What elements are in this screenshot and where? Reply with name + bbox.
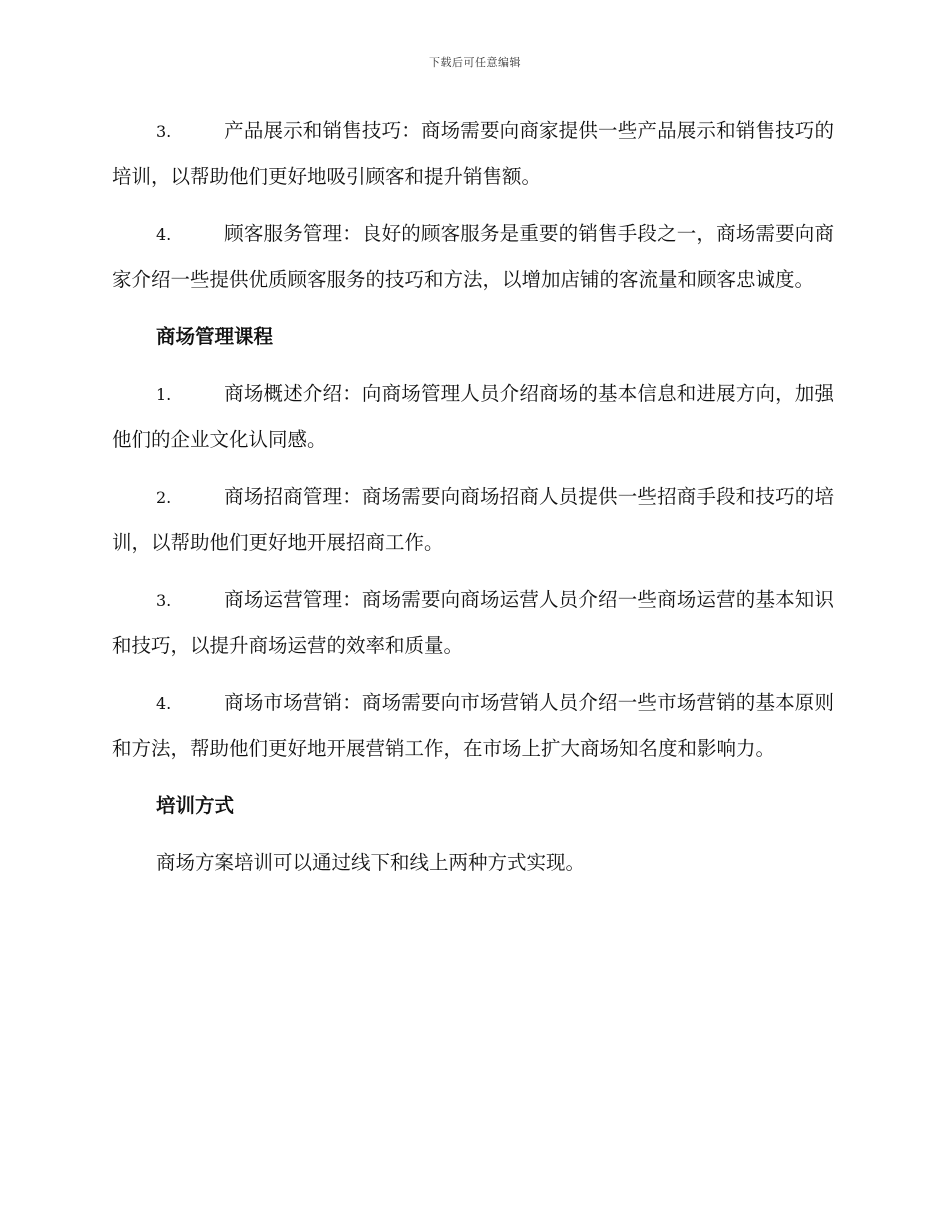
paragraph: 商场方案培训可以通过线下和线上两种方式实现。 — [156, 851, 586, 874]
page-header-note: 下载后可任意编辑 — [429, 56, 521, 69]
list-number: 3. — [156, 122, 172, 141]
list-item-text: 商场概述介绍：向商场管理人员介绍商场的基本信息和进展方向，加强他们的企业文化认同感。 — [112, 382, 834, 451]
section-heading-mall-management: 商场管理课程 — [156, 325, 274, 348]
list-item-text: 商场招商管理：商场需要向商场招商人员提供一些招商手段和技巧的培训，以帮助他们更好地开展招商工作。 — [112, 485, 834, 554]
list-number: 4. — [156, 225, 172, 244]
list-item-text: 产品展示和销售技巧：商场需要向商家提供一些产品展示和销售技巧的培训，以帮助他们更好地吸引顾客和提升销售额。 — [112, 119, 834, 188]
list-number: 3. — [156, 591, 172, 610]
list-item — [112, 680, 834, 771]
list-item-text: 商场市场营销：商场需要向市场营销人员介绍一些市场营销的基本原则和方法，帮助他们更好地开展营销工作，在市场上扩大商场知名度和影响力。 — [112, 691, 834, 760]
list-number: 4. — [156, 694, 172, 713]
list-item-text: 顾客服务管理：良好的顾客服务是重要的销售手段之一，商场需要向商家介绍一些提供优质顾客服务的技巧和方法，以增加店铺的客流量和顾客忠诚度。 — [112, 222, 834, 291]
list-item — [112, 108, 834, 199]
list-number: 2. — [156, 488, 172, 507]
list-number: 1. — [156, 385, 172, 404]
document-body — [112, 108, 834, 885]
list-item-text: 商场运营管理：商场需要向商场运营人员介绍一些商场运营的基本知识和技巧，以提升商场运营的效率和质量。 — [112, 588, 834, 657]
list-item — [112, 371, 834, 462]
list-item — [112, 474, 834, 565]
list-item — [112, 211, 834, 302]
section-heading-training-method: 培训方式 — [156, 794, 235, 817]
list-item — [112, 577, 834, 668]
